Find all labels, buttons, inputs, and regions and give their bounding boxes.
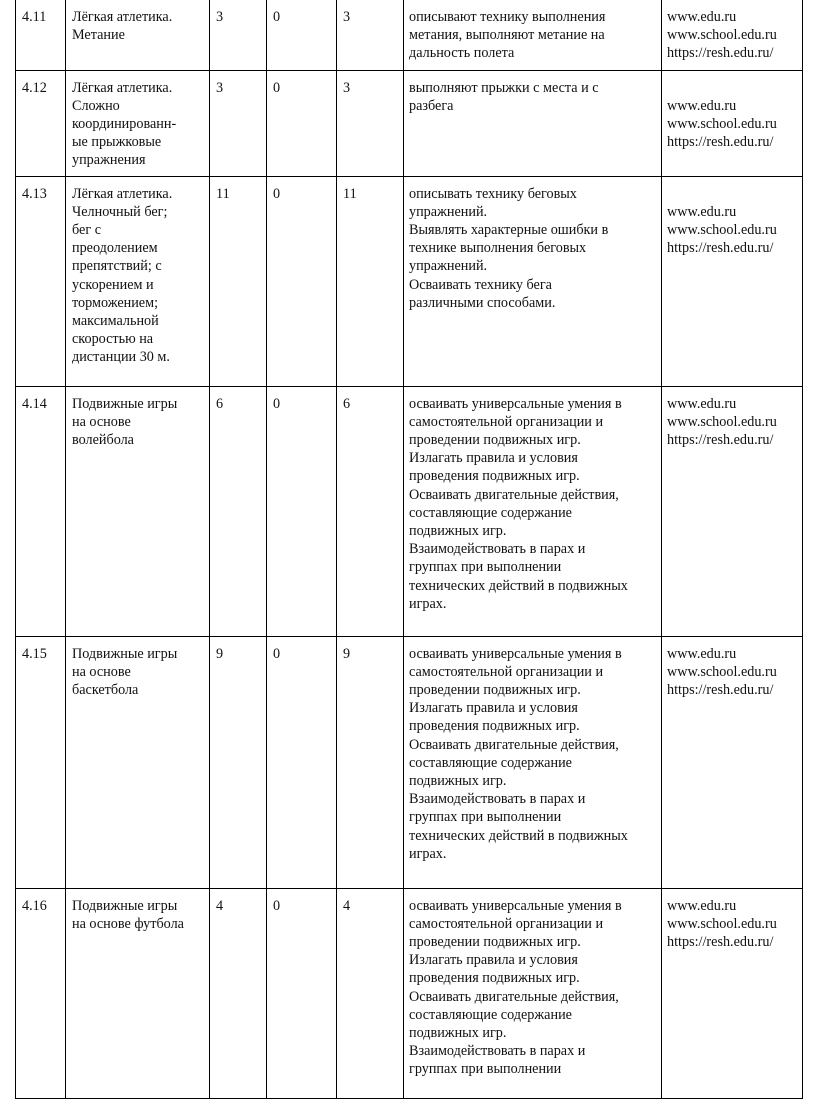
control-hours: 0 <box>267 70 337 176</box>
control-hours: 0 <box>267 176 337 386</box>
table-row <box>16 636 803 888</box>
practice-hours: 4 <box>337 888 404 1098</box>
resources-cell <box>662 70 803 176</box>
total-hours: 9 <box>210 636 267 888</box>
resource-link[interactable]: www.school.edu.ru <box>667 413 777 430</box>
row-number: 4.13 <box>16 176 66 386</box>
resource-link[interactable]: www.school.edu.ru <box>667 27 777 44</box>
resource-link[interactable]: www.school.edu.ru <box>667 915 777 932</box>
total-hours: 11 <box>210 176 267 386</box>
resource-link[interactable]: www.school.edu.ru <box>667 663 777 680</box>
practice-hours: 3 <box>337 70 404 176</box>
curriculum-table <box>15 0 803 1099</box>
row-number: 4.11 <box>16 0 66 70</box>
activities-cell: осваивать универсальные умения в самостоятельной организации и проведении подвижных игр. Излагать правила и условия проведения подвижных игр. Осваивать двигательные действия, составляющие содержание подвижных игр. Взаимодействовать в парах и группах при выполнении технических действий в подвижных играх. <box>404 386 662 636</box>
resources-cell <box>662 636 803 888</box>
total-hours: 4 <box>210 888 267 1098</box>
activities-cell: описывают технику выполнения метания, выполняют метание на дальность полета <box>404 0 662 70</box>
topic-cell: Подвижные игры на основе баскетбола <box>66 636 210 888</box>
table-row <box>16 386 803 636</box>
table-row <box>16 0 803 70</box>
resource-link[interactable]: https://resh.edu.ru/ <box>667 239 774 256</box>
practice-hours: 3 <box>337 0 404 70</box>
resource-link[interactable]: https://resh.edu.ru/ <box>667 933 774 950</box>
resource-link[interactable]: www.edu.ru <box>667 203 737 220</box>
resources-cell <box>662 0 803 70</box>
resource-link[interactable]: www.edu.ru <box>667 645 737 662</box>
activities-cell: описывать технику беговых упражнений. Выявлять характерные ошибки в технике выполнения беговых упражнений. Осваивать технику бега различными способами. <box>404 176 662 386</box>
total-hours: 3 <box>210 70 267 176</box>
practice-hours: 9 <box>337 636 404 888</box>
row-number: 4.16 <box>16 888 66 1098</box>
resource-link[interactable]: www.edu.ru <box>667 97 737 114</box>
control-hours: 0 <box>267 636 337 888</box>
control-hours: 0 <box>267 888 337 1098</box>
activities-cell: осваивать универсальные умения в самостоятельной организации и проведении подвижных игр. Излагать правила и условия проведения подвижных игр. Осваивать двигательные действия, составляющие содержание подвижных игр. Взаимодействовать в парах и группах при выполнении технических действий в подвижных играх. <box>404 636 662 888</box>
control-hours: 0 <box>267 0 337 70</box>
row-number: 4.15 <box>16 636 66 888</box>
resource-link[interactable]: https://resh.edu.ru/ <box>667 431 774 448</box>
resource-link[interactable]: https://resh.edu.ru/ <box>667 45 774 62</box>
topic-cell: Лёгкая атлетика. Челночный бег; бег с преодолением препятствий; с ускорением и торможением; максимальной скоростью на дистанции 30 м. <box>66 176 210 386</box>
resource-link[interactable]: www.edu.ru <box>667 897 737 914</box>
table-row <box>16 70 803 176</box>
activities-cell: выполняют прыжки с места и с разбега <box>404 70 662 176</box>
resources-cell <box>662 386 803 636</box>
practice-hours: 11 <box>337 176 404 386</box>
row-number: 4.14 <box>16 386 66 636</box>
resource-link[interactable]: https://resh.edu.ru/ <box>667 681 774 698</box>
resources-cell <box>662 176 803 386</box>
row-number: 4.12 <box>16 70 66 176</box>
resources-cell <box>662 888 803 1098</box>
resource-link[interactable]: https://resh.edu.ru/ <box>667 133 774 150</box>
table-body <box>16 0 803 1098</box>
table-row <box>16 176 803 386</box>
table-row <box>16 888 803 1098</box>
total-hours: 3 <box>210 0 267 70</box>
resource-link[interactable]: www.school.edu.ru <box>667 221 777 238</box>
topic-cell: Подвижные игры на основе волейбола <box>66 386 210 636</box>
practice-hours: 6 <box>337 386 404 636</box>
topic-cell: Лёгкая атлетика. Метание <box>66 0 210 70</box>
total-hours: 6 <box>210 386 267 636</box>
topic-cell: Подвижные игры на основе футбола <box>66 888 210 1098</box>
resource-link[interactable]: www.edu.ru <box>667 9 737 25</box>
topic-cell: Лёгкая атлетика. Сложно координированн- ые прыжковые упражнения <box>66 70 210 176</box>
resource-link[interactable]: www.edu.ru <box>667 395 737 412</box>
resource-link[interactable]: www.school.edu.ru <box>667 115 777 132</box>
control-hours: 0 <box>267 386 337 636</box>
activities-cell: осваивать универсальные умения в самостоятельной организации и проведении подвижных игр. Излагать правила и условия проведения подвижных игр. Осваивать двигательные действия, составляющие содержание подвижных игр. Взаимодействовать в парах и группах при выполнении <box>404 888 662 1098</box>
